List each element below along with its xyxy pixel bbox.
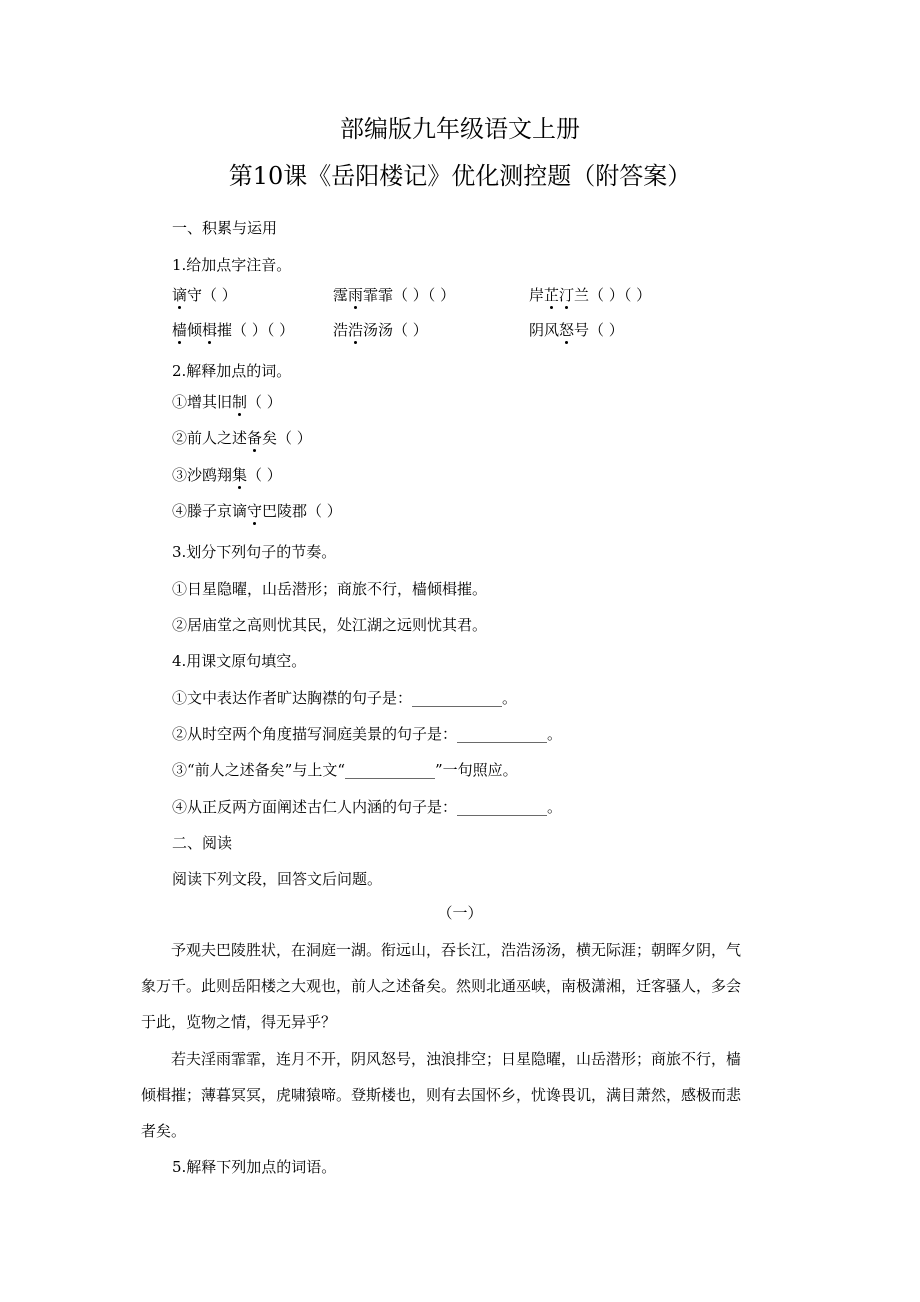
passage2-line-1: 若夫淫雨霏霏，连月不开，阴风怒号，浊浪排空；日星隐曜，山岳潜形；商旅不行，樯 — [141, 1050, 742, 1068]
item-text: ①增其旧 — [172, 393, 233, 411]
item-text: ④滕子京谪 — [172, 502, 248, 520]
q5-prompt: 5.解释下列加点的词语。 — [172, 1158, 337, 1176]
reading-instruction: 阅读下列文段，回答文后问题。 — [172, 870, 383, 888]
q1-item-2 — [333, 285, 455, 305]
emphasis-char: 谪 — [172, 286, 188, 304]
emphasis-char: 浩 — [348, 321, 364, 339]
q2-item-2 — [172, 428, 312, 448]
q1-item-6 — [529, 320, 624, 340]
q1-item-5 — [333, 320, 428, 340]
item-text: 号（ ） — [574, 321, 624, 339]
emphasis-char: 集 — [232, 466, 248, 484]
emphasis-char: 制 — [232, 393, 248, 411]
q4-item-2: ②从时空两个角度描写洞庭美景的句子是：____________。 — [172, 725, 563, 743]
q3-item-2: ②居庙堂之高则忧其民，处江湖之远则忧其君。 — [172, 616, 488, 634]
item-text: ③沙鸥翔 — [172, 466, 233, 484]
item-text: （ ） — [247, 393, 282, 411]
q2-prompt: 2.解释加点的词。 — [172, 362, 292, 380]
item-text: 霪 — [333, 286, 349, 304]
q1-item-3 — [529, 285, 651, 305]
q3-item-1: ①日星隐曜，山岳潜形；商旅不行，樯倾楫摧。 — [172, 580, 488, 598]
emphasis-char: 备 — [247, 429, 263, 447]
emphasis-char: 樯 — [172, 321, 188, 339]
item-text: 阴风 — [529, 321, 560, 339]
item-text: 摧（ ）（ ） — [217, 321, 295, 339]
item-text: 汤汤（ ） — [363, 321, 428, 339]
q1-item-1 — [172, 285, 237, 305]
item-text: 浩 — [333, 321, 349, 339]
emphasis-char: 怒 — [559, 321, 575, 339]
q2-item-1 — [172, 392, 282, 412]
emphasis-char: 芷 — [544, 286, 560, 304]
passage2-line-2: 倾楫摧；薄暮冥冥，虎啸猿啼。登斯楼也，则有去国怀乡，忧谗畏讥，满目萧然，感极而悲 — [141, 1086, 742, 1104]
q1-item-4 — [172, 320, 294, 340]
emphasis-char: 雨 — [348, 286, 364, 304]
q3-prompt: 3.划分下列句子的节奏。 — [172, 543, 337, 561]
section1-heading: 一、积累与运用 — [172, 219, 278, 237]
item-text: 守（ ） — [187, 286, 237, 304]
q2-item-3 — [172, 465, 282, 485]
q4-item-1: ①文中表达作者旷达胸襟的句子是：____________。 — [172, 689, 518, 707]
emphasis-char: 守 — [247, 502, 263, 520]
q4-item-4: ④从正反两方面阐述古仁人内涵的句子是：____________。 — [172, 798, 563, 816]
passage1-line-3: 于此，览物之情，得无异乎？ — [141, 1013, 337, 1031]
document-title: 部编版九年级语文上册 — [340, 115, 580, 143]
item-text: ②前人之述 — [172, 429, 248, 447]
item-text: （ ） — [247, 466, 282, 484]
passage1-line-1: 予观夫巴陵胜状，在洞庭一湖。衔远山，吞长江，浩浩汤汤，横无际涯；朝晖夕阴，气 — [141, 941, 742, 959]
q4-prompt: 4.用课文原句填空。 — [172, 652, 307, 670]
item-text: 矣（ ） — [262, 429, 312, 447]
q1-prompt: 1.给加点字注音。 — [172, 256, 292, 274]
q4-item-3: ③“前人之述备矣”与上文“____________”一句照应。 — [172, 761, 518, 779]
item-text: 巴陵郡（ ） — [262, 502, 342, 520]
passage1-line-2: 象万千。此则岳阳楼之大观也，前人之述备矣。然则北通巫峡，南极潇湘，迁客骚人，多会 — [141, 977, 742, 995]
document-subtitle: 第10课《岳阳楼记》优化测控题（附答案） — [228, 162, 692, 190]
section2-heading: 二、阅读 — [172, 834, 233, 852]
item-text: 岸 — [529, 286, 545, 304]
emphasis-char: 楫 — [202, 321, 218, 339]
passage-label: （一） — [437, 904, 483, 922]
item-text: 兰（ ）（ ） — [574, 286, 652, 304]
q2-item-4 — [172, 501, 342, 521]
item-text: 霏霏（ ）（ ） — [363, 286, 456, 304]
emphasis-char: 汀 — [559, 286, 575, 304]
item-text: 倾 — [187, 321, 203, 339]
passage2-line-3: 者矣。 — [141, 1122, 187, 1140]
